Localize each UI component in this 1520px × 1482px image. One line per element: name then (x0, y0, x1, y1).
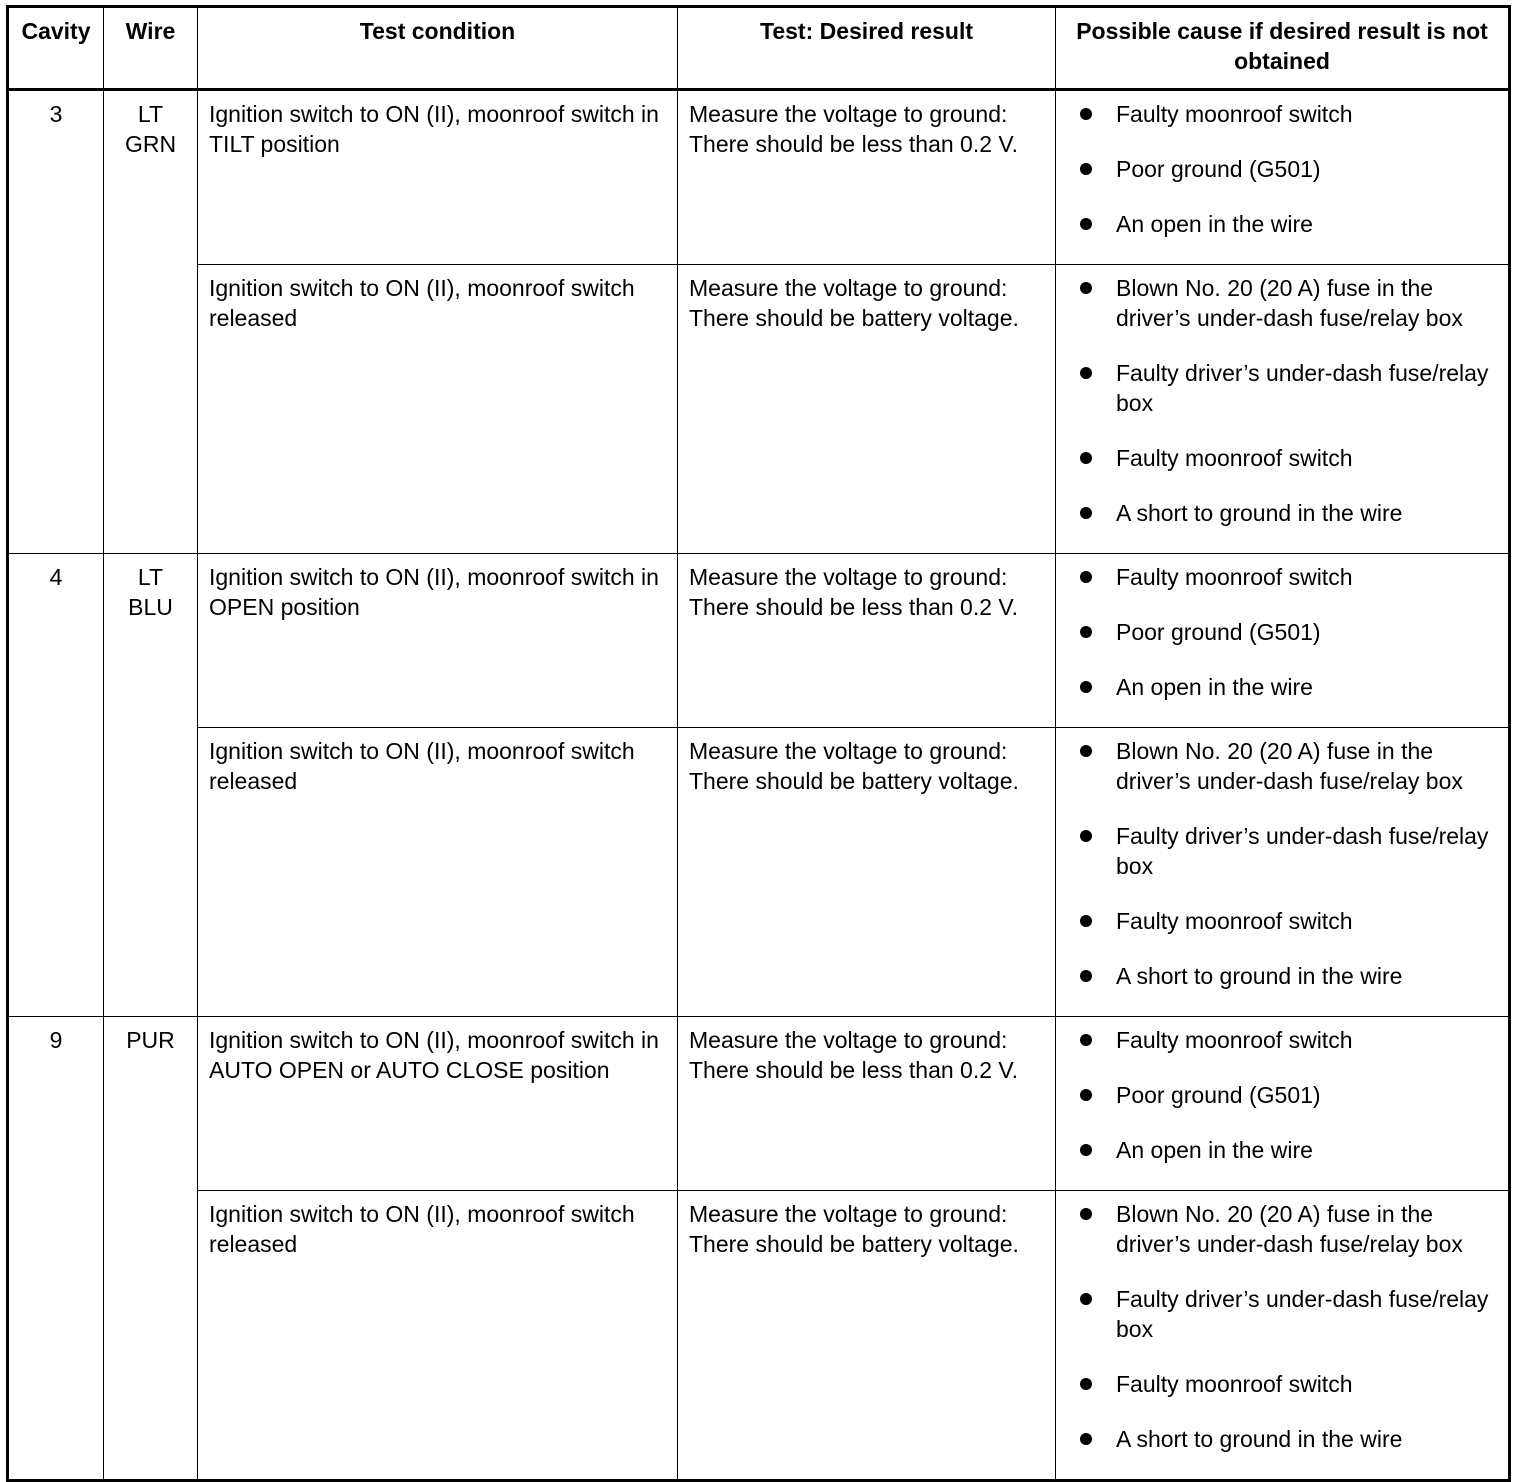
cause-text: Blown No. 20 (20 A) fuse in the driver’s under-dash fuse/relay box (1116, 1201, 1463, 1257)
cavity-cell: 9 (8, 1017, 104, 1481)
possible-cause-cell (1056, 265, 1510, 554)
desired-result-cell: Measure the voltage to ground: There should be less than 0.2 V. (678, 90, 1056, 265)
test-condition-cell: Ignition switch to ON (II), moonroof switch in TILT position (198, 90, 678, 265)
cause-item (1080, 562, 1498, 592)
table-header (8, 7, 1510, 90)
bullet-icon (1080, 1378, 1092, 1390)
wire-cell: LT GRN (104, 90, 198, 554)
bullet-icon (1080, 970, 1092, 982)
cause-item (1080, 736, 1498, 796)
header-row (8, 7, 1510, 90)
cause-item (1080, 617, 1498, 647)
possible-cause-cell (1056, 1191, 1510, 1481)
bullet-icon (1080, 830, 1092, 842)
bullet-icon (1080, 367, 1092, 379)
bullet-icon (1080, 915, 1092, 927)
desired-result-cell: Measure the voltage to ground: There should be battery voltage. (678, 265, 1056, 554)
cause-text: Faulty driver’s under-dash fuse/relay box (1116, 360, 1489, 416)
header-desired-result: Test: Desired result (678, 7, 1056, 90)
bullet-icon (1080, 163, 1092, 175)
cause-item (1080, 99, 1498, 129)
bullet-icon (1080, 1433, 1092, 1445)
cavity-cell: 4 (8, 554, 104, 1017)
header-wire: Wire (104, 7, 198, 90)
cause-text: Faulty moonroof switch (1116, 564, 1353, 590)
cause-text: Faulty driver’s under-dash fuse/relay box (1116, 1286, 1489, 1342)
cause-text: Poor ground (G501) (1116, 156, 1321, 182)
bullet-icon (1080, 452, 1092, 464)
cause-text: Poor ground (G501) (1116, 1082, 1321, 1108)
table-row (8, 554, 1510, 728)
cause-text: Faulty moonroof switch (1116, 908, 1353, 934)
header-possible-cause: Possible cause if desired result is not obtained (1056, 7, 1510, 90)
bullet-icon (1080, 218, 1092, 230)
cause-item (1080, 821, 1498, 881)
cause-item (1080, 358, 1498, 418)
header-cavity: Cavity (8, 7, 104, 90)
cause-text: A short to ground in the wire (1116, 1426, 1403, 1452)
table-row (8, 265, 1510, 554)
cause-list (1080, 1025, 1498, 1165)
cause-item (1080, 1199, 1498, 1259)
desired-result-cell: Measure the voltage to ground: There should be battery voltage. (678, 1191, 1056, 1481)
possible-cause-cell (1056, 554, 1510, 728)
bullet-icon (1080, 1293, 1092, 1305)
cause-text: Blown No. 20 (20 A) fuse in the driver’s under-dash fuse/relay box (1116, 275, 1463, 331)
cause-list (1080, 562, 1498, 702)
bullet-icon (1080, 681, 1092, 693)
possible-cause-cell (1056, 728, 1510, 1017)
table-row (8, 1017, 1510, 1191)
test-condition-cell: Ignition switch to ON (II), moonroof switch released (198, 265, 678, 554)
test-condition-cell: Ignition switch to ON (II), moonroof switch released (198, 728, 678, 1017)
cause-list (1080, 99, 1498, 239)
cause-text: Faulty moonroof switch (1116, 101, 1353, 127)
cause-text: Faulty moonroof switch (1116, 1371, 1353, 1397)
cause-text: Poor ground (G501) (1116, 619, 1321, 645)
cause-text: Blown No. 20 (20 A) fuse in the driver’s under-dash fuse/relay box (1116, 738, 1463, 794)
cause-item (1080, 1369, 1498, 1399)
desired-result-cell: Measure the voltage to ground: There should be less than 0.2 V. (678, 1017, 1056, 1191)
cause-list (1080, 1199, 1498, 1454)
desired-result-cell: Measure the voltage to ground: There should be battery voltage. (678, 728, 1056, 1017)
cause-item (1080, 1424, 1498, 1454)
bullet-icon (1080, 108, 1092, 120)
cause-text: An open in the wire (1116, 674, 1313, 700)
cause-item (1080, 443, 1498, 473)
test-condition-cell: Ignition switch to ON (II), moonroof switch in AUTO OPEN or AUTO CLOSE position (198, 1017, 678, 1191)
bullet-icon (1080, 1144, 1092, 1156)
cause-text: Faulty driver’s under-dash fuse/relay box (1116, 823, 1489, 879)
cause-text: Faulty moonroof switch (1116, 445, 1353, 471)
cause-item (1080, 498, 1498, 528)
wire-cell: PUR (104, 1017, 198, 1481)
table-row (8, 1191, 1510, 1481)
header-test-condition: Test condition (198, 7, 678, 90)
cause-item (1080, 672, 1498, 702)
bullet-icon (1080, 507, 1092, 519)
table-row (8, 728, 1510, 1017)
test-condition-cell: Ignition switch to ON (II), moonroof switch released (198, 1191, 678, 1481)
cause-item (1080, 1080, 1498, 1110)
diagnostic-table (6, 5, 1511, 1482)
bullet-icon (1080, 1208, 1092, 1220)
bullet-icon (1080, 571, 1092, 583)
cause-text: An open in the wire (1116, 1137, 1313, 1163)
possible-cause-cell (1056, 1017, 1510, 1191)
cause-item (1080, 273, 1498, 333)
cause-text: An open in the wire (1116, 211, 1313, 237)
test-condition-cell: Ignition switch to ON (II), moonroof switch in OPEN position (198, 554, 678, 728)
cause-item (1080, 154, 1498, 184)
table-body (8, 90, 1510, 1481)
cause-text: A short to ground in the wire (1116, 500, 1403, 526)
cause-item (1080, 961, 1498, 991)
cause-item (1080, 1135, 1498, 1165)
cause-text: Faulty moonroof switch (1116, 1027, 1353, 1053)
bullet-icon (1080, 745, 1092, 757)
possible-cause-cell (1056, 90, 1510, 265)
document-page (6, 5, 1508, 1452)
bullet-icon (1080, 1034, 1092, 1046)
cause-item (1080, 209, 1498, 239)
cause-item (1080, 1284, 1498, 1344)
cause-list (1080, 736, 1498, 991)
cavity-cell: 3 (8, 90, 104, 554)
desired-result-cell: Measure the voltage to ground: There should be less than 0.2 V. (678, 554, 1056, 728)
bullet-icon (1080, 282, 1092, 294)
bullet-icon (1080, 626, 1092, 638)
bullet-icon (1080, 1089, 1092, 1101)
cause-item (1080, 1025, 1498, 1055)
cause-item (1080, 906, 1498, 936)
table-row (8, 90, 1510, 265)
cause-list (1080, 273, 1498, 528)
cause-text: A short to ground in the wire (1116, 963, 1403, 989)
wire-cell: LT BLU (104, 554, 198, 1017)
